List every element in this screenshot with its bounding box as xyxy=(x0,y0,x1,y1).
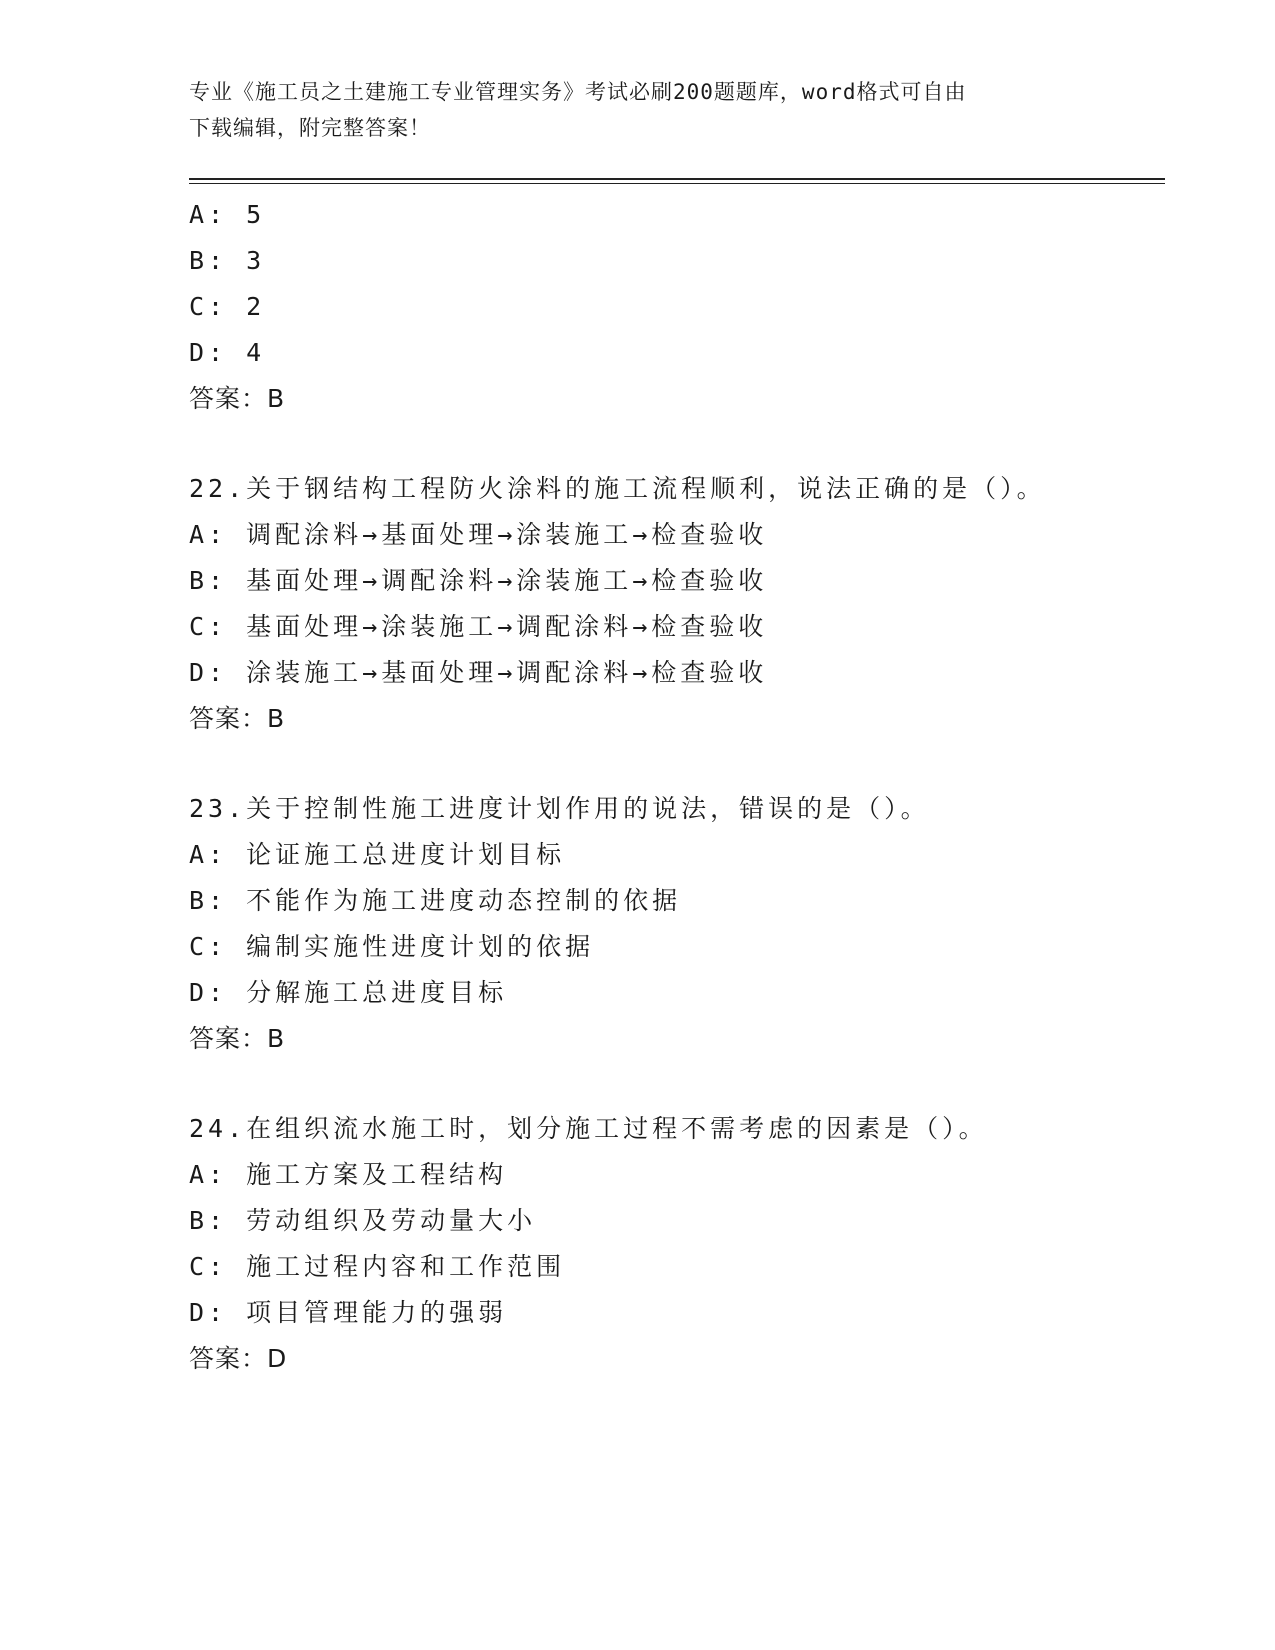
answer-line: 答案：B xyxy=(189,704,286,733)
answer-line: 答案：B xyxy=(189,384,286,413)
question-stem: 22.关于钢结构工程防火涂料的施工流程顺利，说法正确的是（）。 xyxy=(189,474,1046,503)
option-c: C: 施工过程内容和工作范围 xyxy=(189,1252,566,1281)
option-a: A: 调配涂料→基面处理→涂装施工→检查验收 xyxy=(189,520,768,549)
answer-line: 答案：D xyxy=(189,1344,288,1373)
option-c: C: 2 xyxy=(189,292,266,321)
question-stem: 24.在组织流水施工时，划分施工过程不需考虑的因素是（）。 xyxy=(189,1114,988,1143)
question-23 xyxy=(189,786,1169,1062)
option-a: A: 施工方案及工程结构 xyxy=(189,1160,508,1189)
option-b: B: 基面处理→调配涂料→涂装施工→检查验收 xyxy=(189,566,768,595)
header-line-1: 专业《施工员之土建施工专业管理实务》考试必刷200题题库，word格式可自由 xyxy=(189,80,967,104)
option-d: D: 涂装施工→基面处理→调配涂料→检查验收 xyxy=(189,658,768,687)
option-a: A: 论证施工总进度计划目标 xyxy=(189,840,566,869)
spacer xyxy=(189,422,1169,466)
question-22 xyxy=(189,466,1169,742)
option-d: D: 分解施工总进度目标 xyxy=(189,978,508,1007)
header-divider-bottom xyxy=(189,183,1165,184)
spacer xyxy=(189,1062,1169,1106)
option-d: D: 4 xyxy=(189,338,266,367)
option-c: C: 基面处理→涂装施工→调配涂料→检查验收 xyxy=(189,612,768,641)
header-line-2: 下载编辑，附完整答案！ xyxy=(189,116,431,140)
option-b: B: 劳动组织及劳动量大小 xyxy=(189,1206,537,1235)
option-b: B: 3 xyxy=(189,246,266,275)
option-c: C: 编制实施性进度计划的依据 xyxy=(189,932,595,961)
document-header xyxy=(189,74,1089,146)
header-divider-top xyxy=(189,178,1165,180)
option-b: B: 不能作为施工进度动态控制的依据 xyxy=(189,886,682,915)
spacer xyxy=(189,742,1169,786)
question-stem: 23.关于控制性施工进度计划作用的说法，错误的是（）。 xyxy=(189,794,930,823)
question-21 xyxy=(189,192,1169,422)
question-24 xyxy=(189,1106,1169,1382)
option-d: D: 项目管理能力的强弱 xyxy=(189,1298,508,1327)
answer-line: 答案：B xyxy=(189,1024,286,1053)
option-a: A: 5 xyxy=(189,200,266,229)
question-list xyxy=(189,192,1169,1382)
